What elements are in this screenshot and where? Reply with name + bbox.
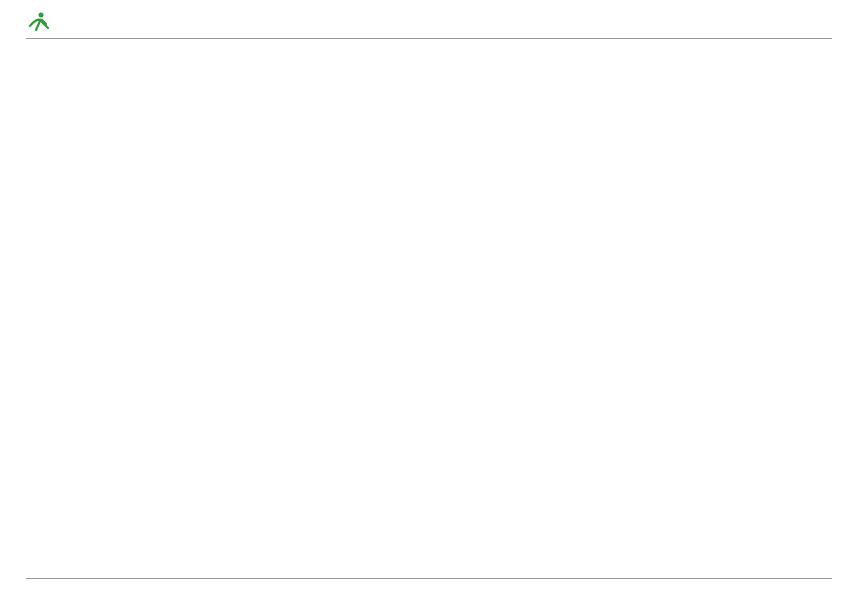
footer-rule bbox=[26, 578, 832, 579]
page-header bbox=[0, 0, 860, 42]
runner-logo-icon bbox=[26, 12, 52, 32]
watermark bbox=[362, 70, 638, 511]
logo bbox=[26, 12, 55, 32]
header-rule bbox=[26, 38, 832, 39]
